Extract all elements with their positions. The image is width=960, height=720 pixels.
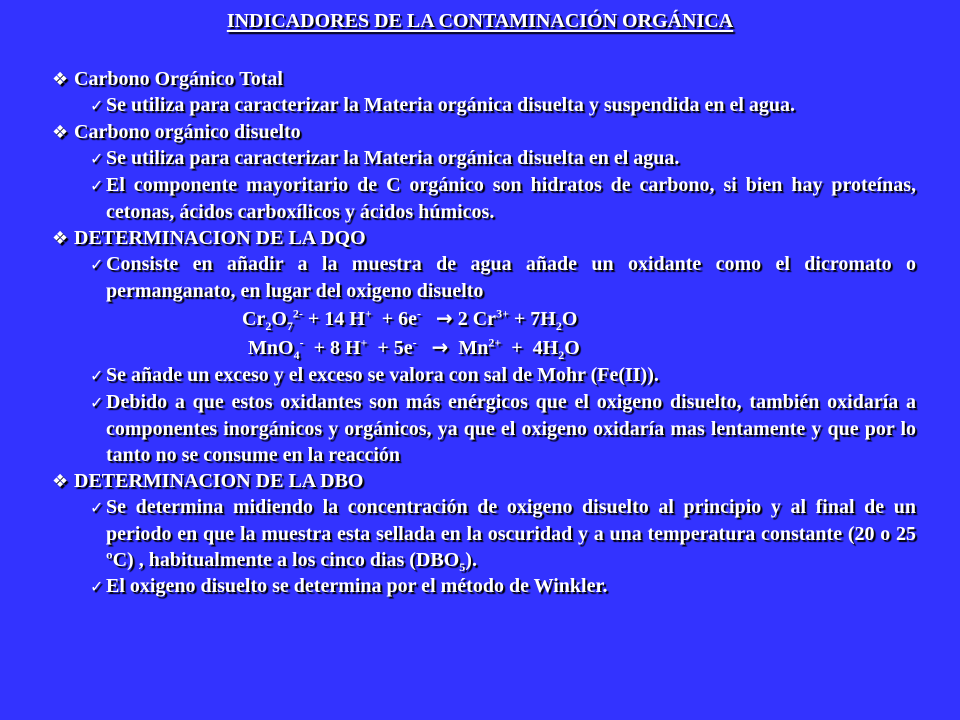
- eq-superscript: +: [360, 335, 368, 350]
- heading-text: Carbono Orgánico Total: [74, 68, 283, 90]
- item-text: Se determina midiendo la concentración de oxigeno disuelto al principio y al final de un periodo en que la muestra esta sellada en la oscuridad y a una temperatura constante (20 o 25 ºC) , habitualmente a los cinco dias (DBO: [106, 496, 916, 571]
- page-title: INDICADORES DE LA CONTAMINACIÓN ORGÁNICA: [226, 10, 734, 32]
- checkmark-icon: ✓: [90, 366, 104, 385]
- item-text: El oxigeno disuelto se determina por el método de Winkler.: [106, 575, 608, 597]
- list-item: [90, 145, 916, 172]
- eq-term: MnO: [248, 337, 294, 359]
- eq-term: + 14 H: [302, 308, 365, 330]
- diamond-bullet-icon: ❖: [52, 122, 69, 143]
- checkmark-icon: ✓: [90, 393, 104, 412]
- eq-term: + 5e: [367, 337, 413, 359]
- item-text: El componente mayoritario de C orgánico son hidratos de carbono, si bien hay proteínas, cetonas, ácidos carboxílicos y ácidos húmicos.: [106, 174, 916, 223]
- eq-superscript: -: [299, 335, 304, 350]
- list-item: [90, 389, 916, 468]
- eq-term: + 7H: [508, 308, 556, 330]
- checkmark-icon: ✓: [90, 149, 104, 168]
- slide-content: [52, 66, 916, 600]
- diamond-bullet-icon: ❖: [52, 69, 69, 90]
- eq-term: + 6e: [371, 308, 417, 330]
- eq-superscript: -: [416, 306, 421, 321]
- eq-subscript: 2: [555, 319, 562, 333]
- item-text: Se utiliza para caracterizar la Materia orgánica disuelta en el agua.: [106, 147, 680, 169]
- checkmark-icon: ✓: [90, 96, 104, 115]
- checkmark-icon: ✓: [90, 577, 104, 596]
- eq-term: + 8 H: [303, 337, 361, 359]
- item-text: Consiste en añadir a la muestra de agua añade un oxidante como el dicromato o permanganato, en lugar del oxigeno disuelto: [106, 253, 916, 302]
- eq-term: 2 Cr: [452, 308, 497, 330]
- list-item: [90, 494, 916, 573]
- item-text: Se añade un exceso y el exceso se valora con sal de Mohr (Fe(II)).: [106, 364, 659, 386]
- eq-term: Cr: [242, 308, 266, 330]
- eq-term: + 4H: [501, 337, 559, 359]
- section-heading-carbono-organico-disuelto: [52, 119, 916, 145]
- eq-subscript: 2: [558, 348, 565, 362]
- heading-text: Carbono orgánico disuelto: [74, 121, 301, 143]
- eq-term: Mn: [448, 337, 489, 359]
- section-heading-dbo: [52, 468, 916, 494]
- section-heading-carbono-organico-total: [52, 66, 916, 92]
- checkmark-icon: ✓: [90, 176, 104, 195]
- list-item: [90, 92, 916, 119]
- eq-superscript: 2-: [292, 306, 303, 321]
- checkmark-icon: ✓: [90, 498, 104, 517]
- diamond-bullet-icon: ❖: [52, 471, 69, 492]
- section-heading-dqo: [52, 225, 916, 251]
- diamond-bullet-icon: ❖: [52, 228, 69, 249]
- eq-subscript: 4: [293, 348, 300, 362]
- list-item: [90, 362, 916, 389]
- eq-term: O: [564, 337, 580, 359]
- dbo-subscript: 5: [459, 560, 466, 574]
- checkmark-icon: ✓: [90, 255, 104, 274]
- list-item: [90, 251, 916, 304]
- eq-superscript: +: [364, 306, 372, 321]
- list-item: [90, 573, 916, 600]
- eq-term: O: [271, 308, 287, 330]
- eq-subscript: 7: [286, 319, 293, 333]
- eq-superscript: 2+: [488, 335, 502, 350]
- eq-term: O: [561, 308, 578, 330]
- arrow-right-icon: →: [431, 335, 449, 359]
- arrow-right-icon: →: [435, 306, 453, 330]
- eq-subscript: 2: [265, 319, 272, 333]
- equation-dichromate: [52, 304, 916, 333]
- item-text-end: ).: [465, 549, 477, 571]
- item-text: Debido a que estos oxidantes son más enérgicos que el oxigeno disuelto, también oxidaría a componentes inorgánicos y orgánicos, ya que el oxigeno oxidaría mas lentamente y que por lo tanto no se consume en la reacción: [106, 391, 916, 466]
- eq-superscript: 3+: [496, 306, 509, 321]
- heading-text: DETERMINACION DE LA DQO: [74, 227, 366, 249]
- equation-permanganate: [52, 333, 916, 362]
- eq-superscript: -: [412, 335, 417, 350]
- heading-text: DETERMINACION DE LA DBO: [74, 470, 364, 492]
- item-text: Se utiliza para caracterizar la Materia orgánica disuelta y suspendida en el agua.: [106, 94, 796, 116]
- list-item: [90, 172, 916, 225]
